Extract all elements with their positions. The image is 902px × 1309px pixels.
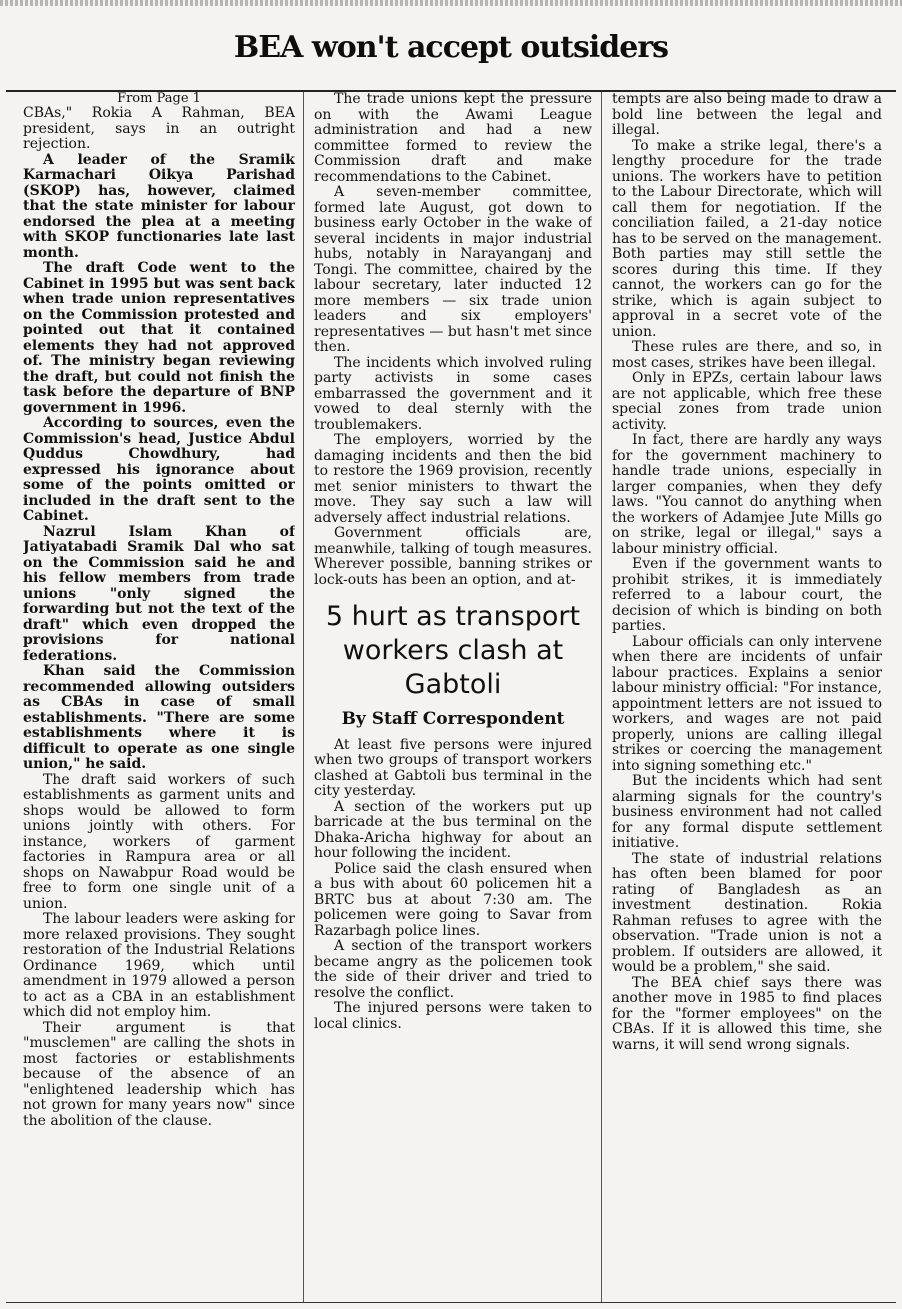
paragraph: The injured persons were taken to local clinics. — [314, 1000, 592, 1032]
paragraph: tempts are also being made to draw a bold line between the legal and illegal. — [612, 92, 882, 138]
paragraph: Even if the government wants to prohibit strikes, it is immediately referred to a labour court, the decision of which is binding on both parties. — [612, 556, 882, 634]
paragraph: These rules are there, and so, in most cases, strikes have been illegal. — [612, 339, 882, 371]
article-column-2 — [314, 92, 592, 1302]
article-column-3 — [612, 92, 882, 1302]
column-divider — [601, 92, 602, 1302]
top-edge-rule — [0, 0, 902, 6]
paragraph: A leader of the Sramik Karmachari Oikya Parishad (SKOP) has, however, claimed that the state minister for labour endorsed the plea at a meeting with SKOP functionaries late last month. — [23, 151, 295, 261]
paragraph: Khan said the Commission recommended allowing outsiders as CBAs in case of small establishments. "There are some establishments where it is difficult to operate as one single union," he said. — [23, 663, 295, 772]
jump-line: From Page 1 — [117, 92, 201, 106]
story2-byline: By Staff Correspondent — [341, 709, 565, 729]
story2-body — [314, 738, 592, 1033]
paragraph: Only in EPZs, certain labour laws are not applicable, which free these special zones from trade union activity. — [612, 370, 882, 433]
paragraph: The BEA chief says there was another move in 1985 to find places for the "former employees" on the CBAs. If it is allowed this time, she warns, it will send wrong signals. — [612, 974, 882, 1053]
paragraph: The labour leaders were asking for more relaxed provisions. They sought restoration of the Industrial Relations Ordinance 1969, which until amendment in 1979 allowed a person to act as a CBA in an establishment which did not employ him. — [23, 911, 295, 1020]
paragraph: The draft Code went to the Cabinet in 1995 but was sent back when trade union representatives on the Commission protested and pointed out that it contained elements they had not approved of. The ministry began reviewing the draft, but could not finish the task before the departure of BNP government in 1996. — [23, 260, 295, 416]
paragraph: In fact, there are hardly any ways for the government machinery to handle trade unions, especially in larger companies, when they defy laws. "You cannot do anything when the workers of Adamjee Jute Mills go on strike, legal or illegal," says a labour ministry official. — [612, 432, 882, 557]
paragraph: The employers, worried by the damaging incidents and then the bid to restore the 1969 provision, recently met senior ministers to thwart the move. They say such a law will adversely affect industrial relations. — [314, 432, 592, 526]
paragraph: At least five persons were injured when two groups of transport workers clashed at Gabtoli bus terminal in the city yesterday. — [314, 736, 592, 799]
bottom-rule — [6, 1302, 896, 1303]
paragraph: But the incidents which had sent alarming signals for the country's business environment had not called for any formal dispute settlement initiative. — [612, 773, 882, 851]
paragraph: Government officials are, meanwhile, talking of tough measures. Wherever possible, banning strikes or lock-outs has been an option, and at- — [314, 525, 592, 588]
paragraph: Labour officials can only intervene when there are incidents of unfair labour practices. Explains a senior labour ministry official: "For instance, appointment letters are not issued to workers, and wages are not paid properly, unions are calling illegal strikes or coercing the management into signing something etc." — [612, 633, 882, 774]
article-continuation — [314, 92, 592, 588]
paragraph: The draft said workers of such establishments as garment units and shops would be allowed to form unions jointly with others. For instance, workers of garment factories in Rampura area or all shops on Nawabpur Road would be free to form one single unit of a union. — [23, 771, 295, 912]
paragraph: The trade unions kept the pressure on with the Awami League administration and had a new committee formed to review the Commission draft and make recommendations to the Cabinet. — [314, 92, 592, 185]
paragraph: A section of the transport workers became angry as the policemen took the side of their driver and tried to resolve the conflict. — [314, 938, 592, 1001]
paragraph: CBAs," Rokia A Rahman, BEA president, says in an outright rejection. — [23, 105, 295, 152]
paragraph: To make a strike legal, there's a lengthy procedure for the trade unions. The workers have to petition to the Labour Directorate, which will call them for negotiation. If the conciliation failed, a 21-day notice has to be served on the management. Both parties may still settle the scores during this time. If they cannot, the workers can go for the strike, which is again subject to approval in a secret vote of the union. — [612, 137, 882, 340]
paragraph: The incidents which involved ruling party activists in some cases embarrassed the government and it vowed to deal sternly with the troublemakers. — [314, 354, 592, 433]
paragraph: Police said the clash ensured when a bus with about 60 policemen hit a BRTC bus at about 7:30 am. The policemen were going to Savar from Razarbagh police lines. — [314, 860, 592, 939]
story2-headline: 5 hurt as transport workers clash at Gabtoli — [325, 601, 581, 700]
paragraph: Nazrul Islam Khan of Jatiyatabadi Sramik Dal who sat on the Commission said he and his fellow members from trade unions "only signed the forwarding but not the text of the draft" which even dropped the provisions for national federations. — [23, 523, 295, 664]
paragraph: A section of the workers put up barricade at the bus terminal on the Dhaka-Aricha highway for about an hour following the incident. — [314, 798, 592, 861]
article-column-1 — [23, 92, 295, 1302]
paragraph: Their argument is that "musclemen" are calling the shots in most factories or establishments because of the absence of an "enlightened leadership which has not grown for many years now" since the abolition of the clause. — [23, 1019, 295, 1129]
paragraph: According to sources, even the Commission's head, Justice Abdul Quddus Chowdhury, had expressed his ignorance about some of the points omitted or included in the draft sent to the Cabinet. — [23, 415, 295, 524]
main-headline: BEA won't accept outsiders — [233, 30, 669, 65]
paragraph: The state of industrial relations has often been blamed for poor rating of Bangladesh as an investment destination. Rokia Rahman refuses to agree with the observation. "Trade union is not a problem. If outsiders are allowed, it would be a problem," she said. — [612, 850, 882, 975]
paragraph: A seven-member committee, formed late August, got down to business early October in the wake of several incidents in major industrial hubs, notably in Narayanganj and Tongi. The committee, chaired by the labour secretary, later inducted 12 more members — six trade union leaders and six employers' representatives — but hasn't met since then. — [314, 184, 592, 355]
column-divider — [303, 92, 304, 1302]
